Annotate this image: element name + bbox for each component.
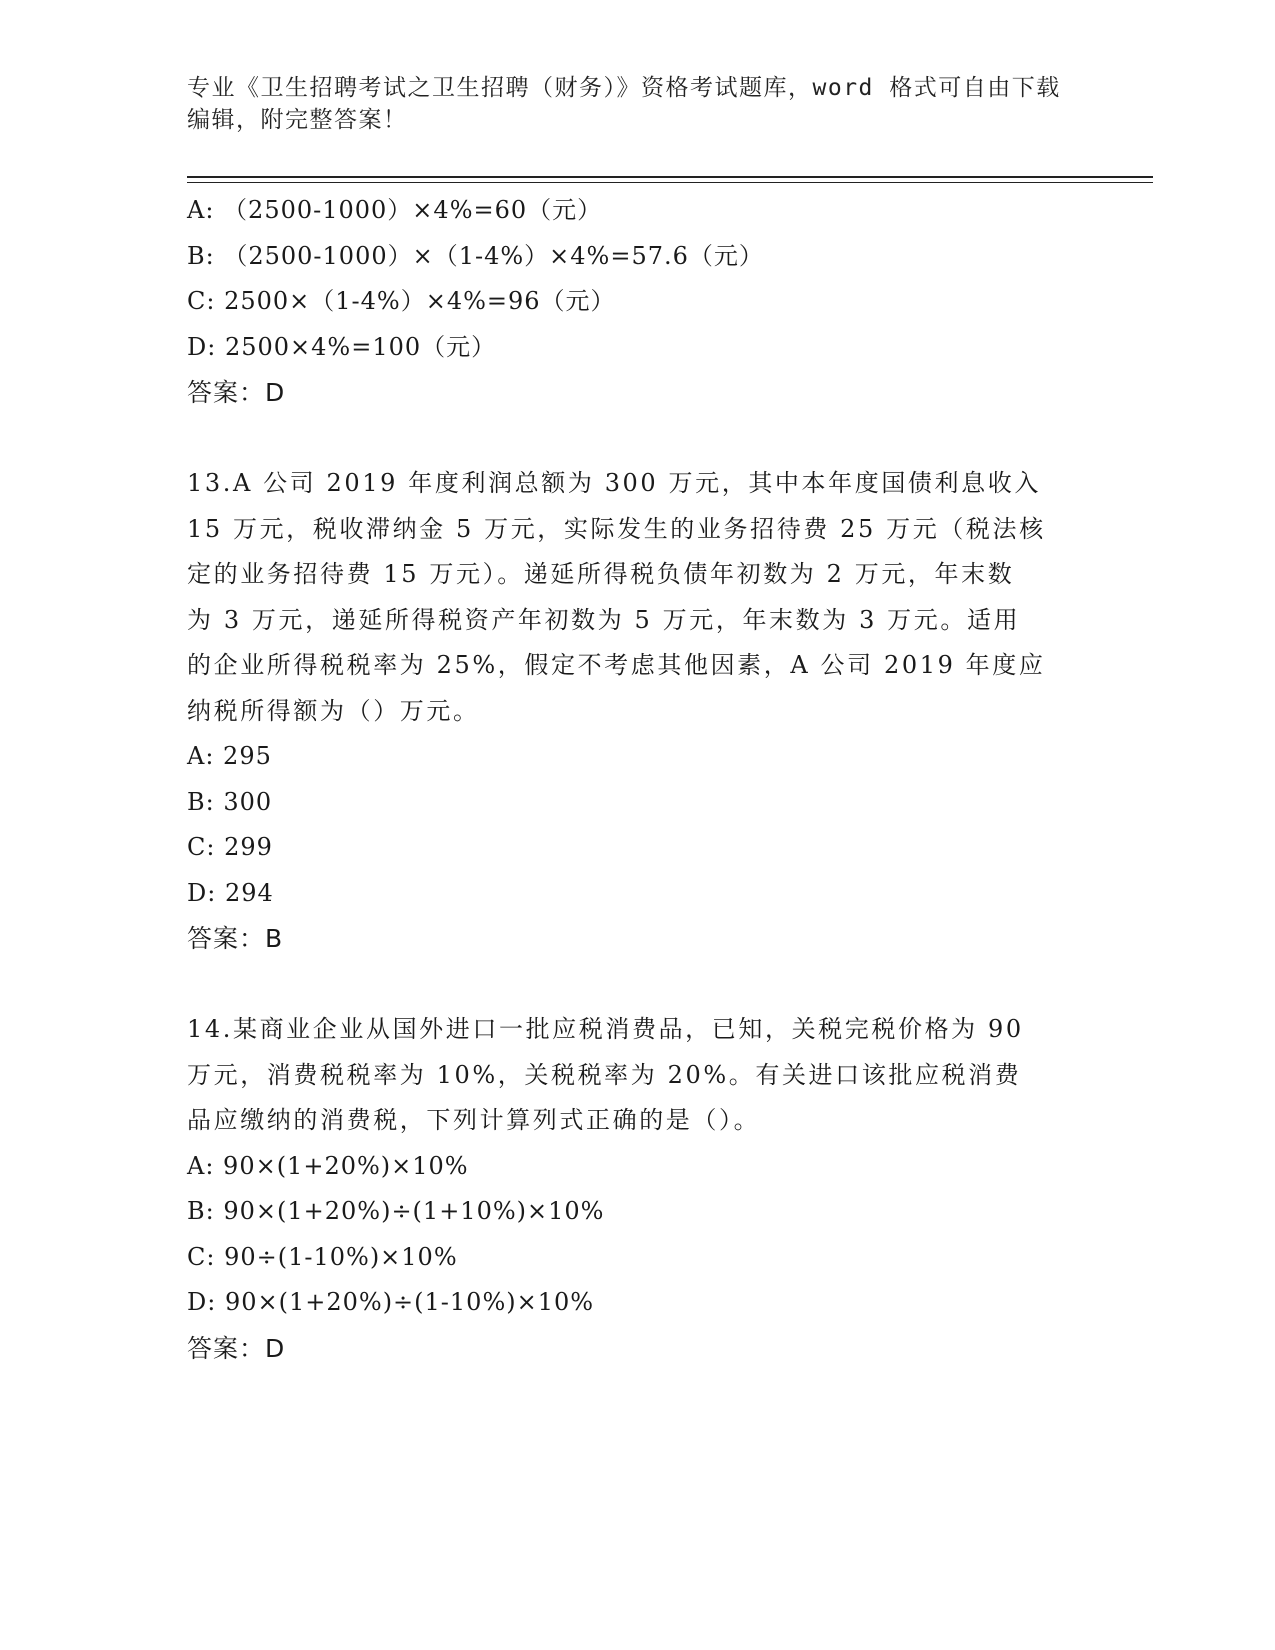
question-stem-line: 13.A 公司 2019 年度利润总额为 300 万元，其中本年度国债利息收入	[187, 469, 1041, 497]
spacer	[187, 962, 1087, 1008]
header-line-2: 编辑，附完整答案！	[187, 107, 408, 133]
document-body	[187, 188, 1087, 1371]
question-stem-line: 14.某商业企业从国外进口一批应税消费品，已知，关税完税价格为 90	[187, 1015, 1024, 1043]
header-divider-thick	[187, 176, 1153, 178]
question-12	[187, 188, 1087, 416]
answer: 答案：D	[187, 378, 286, 407]
question-stem-line: 万元，消费税税率为 10%，关税税率为 20%。有关进口该批应税消费	[187, 1060, 1022, 1089]
option-c: C: 90÷(1-10%)×10%	[187, 1242, 458, 1271]
document-header	[187, 72, 1067, 136]
spacer	[187, 416, 1087, 462]
question-stem-line: 纳税所得额为（）万元。	[187, 696, 480, 725]
option-b: B: 90×(1+20%)÷(1+10%)×10%	[187, 1197, 605, 1225]
option-d: D: 294	[187, 878, 274, 907]
question-stem-line: 的企业所得税税率为 25%，假定不考虑其他因素，A 公司 2019 年度应	[187, 651, 1046, 679]
option-d: D: 90×(1+20%)÷(1-10%)×10%	[187, 1288, 595, 1316]
option-c: C: 299	[187, 833, 273, 861]
question-stem-line: 品应缴纳的消费税，下列计算列式正确的是（）。	[187, 1106, 761, 1134]
option-a: A: 90×(1+20%)×10%	[187, 1151, 469, 1180]
option-a: A: （2500-1000）×4%=60（元）	[187, 196, 603, 224]
header-divider-thin	[187, 182, 1153, 183]
header-line-1: 专业《卫生招聘考试之卫生招聘（财务）》资格考试题库，word 格式可自由下载	[187, 75, 1061, 101]
answer: 答案：B	[187, 924, 284, 953]
option-b: B: 300	[187, 787, 273, 816]
question-14	[187, 1007, 1087, 1371]
answer: 答案：D	[187, 1333, 286, 1363]
option-b: B: （2500-1000）×（1-4%）×4%=57.6（元）	[187, 241, 764, 270]
option-a: A: 295	[187, 742, 272, 770]
question-13	[187, 461, 1087, 962]
question-stem-line: 定的业务招待费 15 万元）。递延所得税负债年初数为 2 万元，年末数	[187, 560, 1015, 588]
option-c: C: 2500×（1-4%）×4%=96（元）	[187, 287, 616, 315]
question-stem-line: 为 3 万元，递延所得税资产年初数为 5 万元，年末数为 3 万元。适用	[187, 605, 1021, 634]
question-stem-line: 15 万元，税收滞纳金 5 万元，实际发生的业务招待费 25 万元（税法核	[187, 514, 1046, 543]
option-d: D: 2500×4%=100（元）	[187, 332, 497, 361]
